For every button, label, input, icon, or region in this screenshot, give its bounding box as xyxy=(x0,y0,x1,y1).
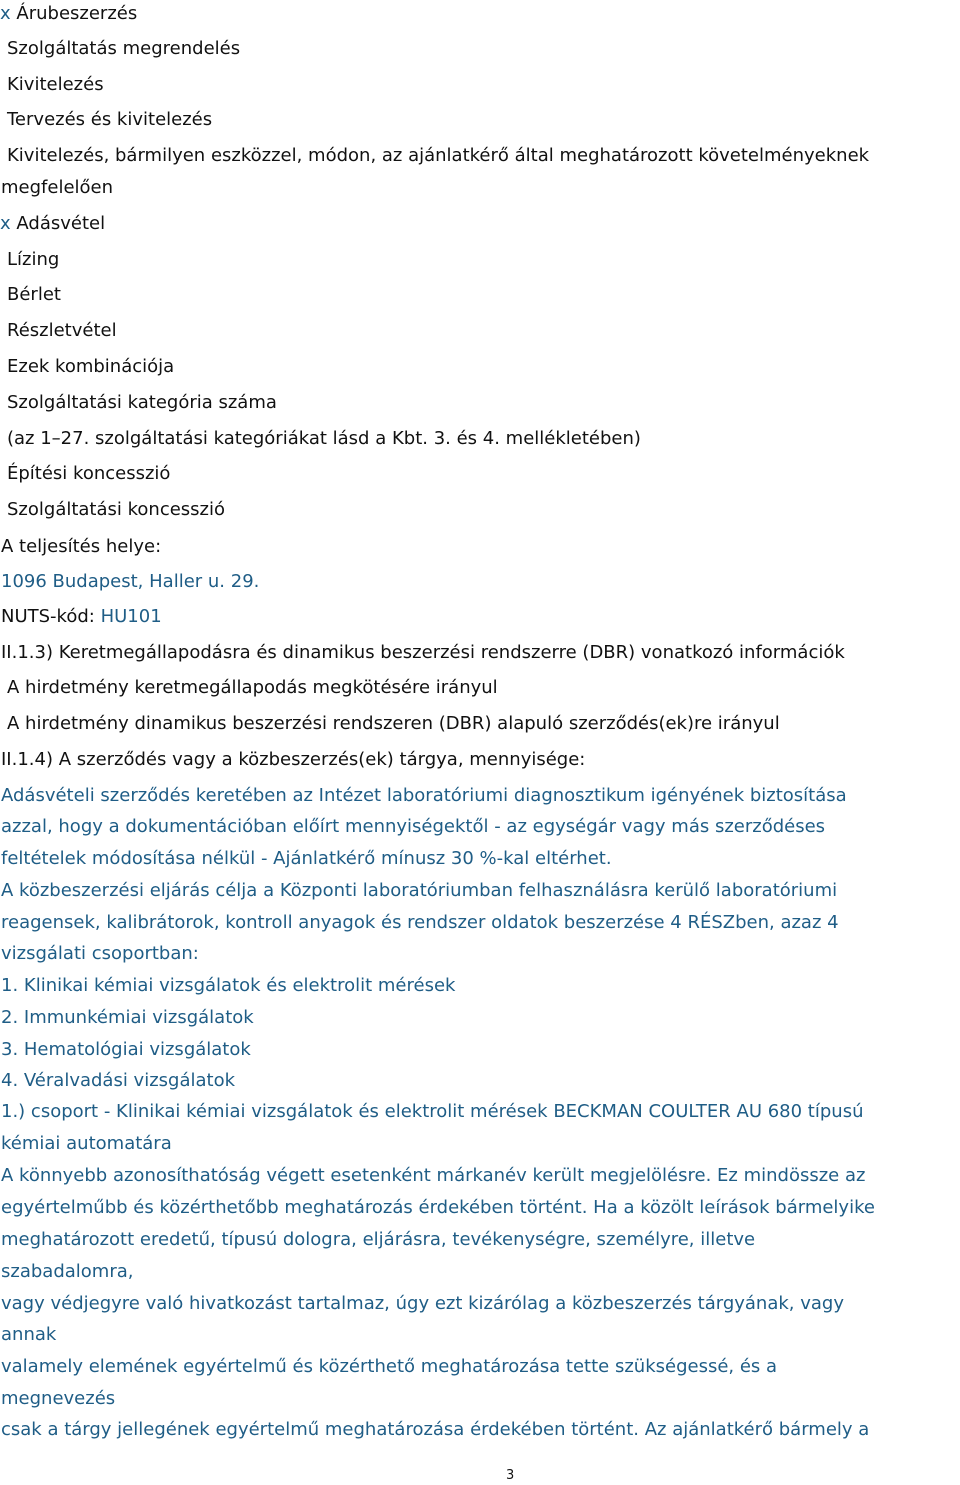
nuts-code: HU101 xyxy=(100,606,162,627)
option-item xyxy=(7,37,240,61)
place-heading: A teljesítés helye: xyxy=(1,536,162,557)
option-item xyxy=(7,144,869,168)
place-address: 1096 Budapest, Haller u. 29. xyxy=(1,571,260,592)
body-text-line: valamely elemének egyértelmű és közérthető meghatározása tette szükségessé, és a xyxy=(1,1356,778,1377)
option-label: Kivitelezés, bármilyen eszközzel, módon, az ajánlatkérő által meghatározott követelményeknek xyxy=(7,145,870,166)
option-label: Szolgáltatási kategória száma xyxy=(7,392,277,413)
option-item xyxy=(7,73,104,97)
body-text-line: 1.) csoport - Klinikai kémiai vizsgálatok és elektrolit mérések BECKMAN COULTER AU 680 típusú xyxy=(1,1101,864,1122)
body-text-line: kémiai automatára xyxy=(1,1133,172,1154)
option-label: Bérlet xyxy=(7,284,61,305)
body-text-line: 4. Véralvadási vizsgálatok xyxy=(1,1070,236,1091)
body-text-line: A könnyebb azonosíthatóság végett esetenként márkanév került megjelölésre. Ez mindössze az xyxy=(1,1165,866,1186)
option-item xyxy=(7,248,59,272)
body-text-line: szabadalomra, xyxy=(1,1261,134,1282)
body-text-line: azzal, hogy a dokumentációban előírt mennyiségektől - az egységár vagy más szerződéses xyxy=(1,816,826,837)
body-text-line: annak xyxy=(1,1324,57,1345)
option-item xyxy=(0,212,105,236)
body-text-line: A közbeszerzési eljárás célja a Központi laboratóriumban felhasználásra kerülő laboratóriumi xyxy=(1,880,838,901)
section-ii13-option-dbr: A hirdetmény dinamikus beszerzési rendszeren (DBR) alapuló szerződés(ek)re irányul xyxy=(7,713,780,734)
option-label: Építési koncesszió xyxy=(7,463,171,484)
body-text-line: vagy védjegyre való hivatkozást tartalmaz, úgy ezt kizárólag a közbeszerzés tárgyának, vagy xyxy=(1,1293,844,1314)
option-item xyxy=(7,427,641,451)
body-text-line: reagensek, kalibrátorok, kontroll anyagok és rendszer oldatok beszerzése 4 RÉSZben, azaz 4 xyxy=(1,912,839,933)
option-item xyxy=(7,108,212,132)
option-label: Ezek kombinációja xyxy=(7,356,175,377)
body-text-line: feltételek módosítása nélkül - Ajánlatkérő mínusz 30 %-kal eltérhet. xyxy=(1,848,612,869)
option-item xyxy=(7,283,61,307)
option-label: Szolgáltatási koncesszió xyxy=(7,499,226,520)
body-text-line: Adásvételi szerződés keretében az Intézet laboratóriumi diagnosztikum igényének biztosítása xyxy=(1,785,847,806)
option-item xyxy=(7,391,277,415)
option-label: Kivitelezés xyxy=(7,74,104,95)
page-number: 3 xyxy=(506,1468,515,1483)
option-label: Lízing xyxy=(7,249,60,270)
section-ii13-option-framework: A hirdetmény keretmegállapodás megkötésére irányul xyxy=(7,677,498,698)
body-text-line: csak a tárgy jellegének egyértelmű meghatározása érdekében történt. Az ajánlatkérő bármely a xyxy=(1,1419,870,1440)
option-label: Adásvétel xyxy=(16,213,106,234)
body-text-line: vizsgálati csoportban: xyxy=(1,943,199,964)
option-mark: x xyxy=(0,213,11,234)
option-label: Árubeszerzés xyxy=(16,3,138,24)
option-label: Tervezés és kivitelezés xyxy=(7,109,213,130)
option-label: megfelelően xyxy=(1,177,114,198)
nuts-line xyxy=(1,605,162,629)
body-text-line: meghatározott eredetű, típusú dologra, eljárásra, tevékenységre, személyre, illetve xyxy=(1,1229,756,1250)
option-label: (az 1–27. szolgáltatási kategóriákat lásd a Kbt. 3. és 4. mellékletében) xyxy=(7,428,641,449)
body-text-line: megnevezés xyxy=(1,1388,116,1409)
body-text-line: 2. Immunkémiai vizsgálatok xyxy=(1,1007,254,1028)
body-text-line: 3. Hematológiai vizsgálatok xyxy=(1,1039,251,1060)
option-mark: x xyxy=(0,3,11,24)
option-item xyxy=(1,176,113,200)
section-ii13-heading: II.1.3) Keretmegállapodásra és dinamikus beszerzési rendszerre (DBR) vonatkozó információk xyxy=(1,642,845,663)
option-item xyxy=(7,498,225,522)
nuts-label: NUTS-kód: xyxy=(1,606,95,627)
option-label: Részletvétel xyxy=(7,320,117,341)
option-item xyxy=(7,319,117,343)
option-item xyxy=(7,462,170,486)
section-ii14-heading: II.1.4) A szerződés vagy a közbeszerzés(ek) tárgya, mennyisége: xyxy=(1,749,586,770)
body-text-line: 1. Klinikai kémiai vizsgálatok és elektrolit mérések xyxy=(1,975,456,996)
body-text-line: egyértelműbb és közérthetőbb meghatározás érdekében történt. Ha a közölt leírások bármelyike xyxy=(1,1197,875,1218)
option-item xyxy=(7,355,174,379)
option-label: Szolgáltatás megrendelés xyxy=(7,38,241,59)
option-item xyxy=(0,2,137,26)
